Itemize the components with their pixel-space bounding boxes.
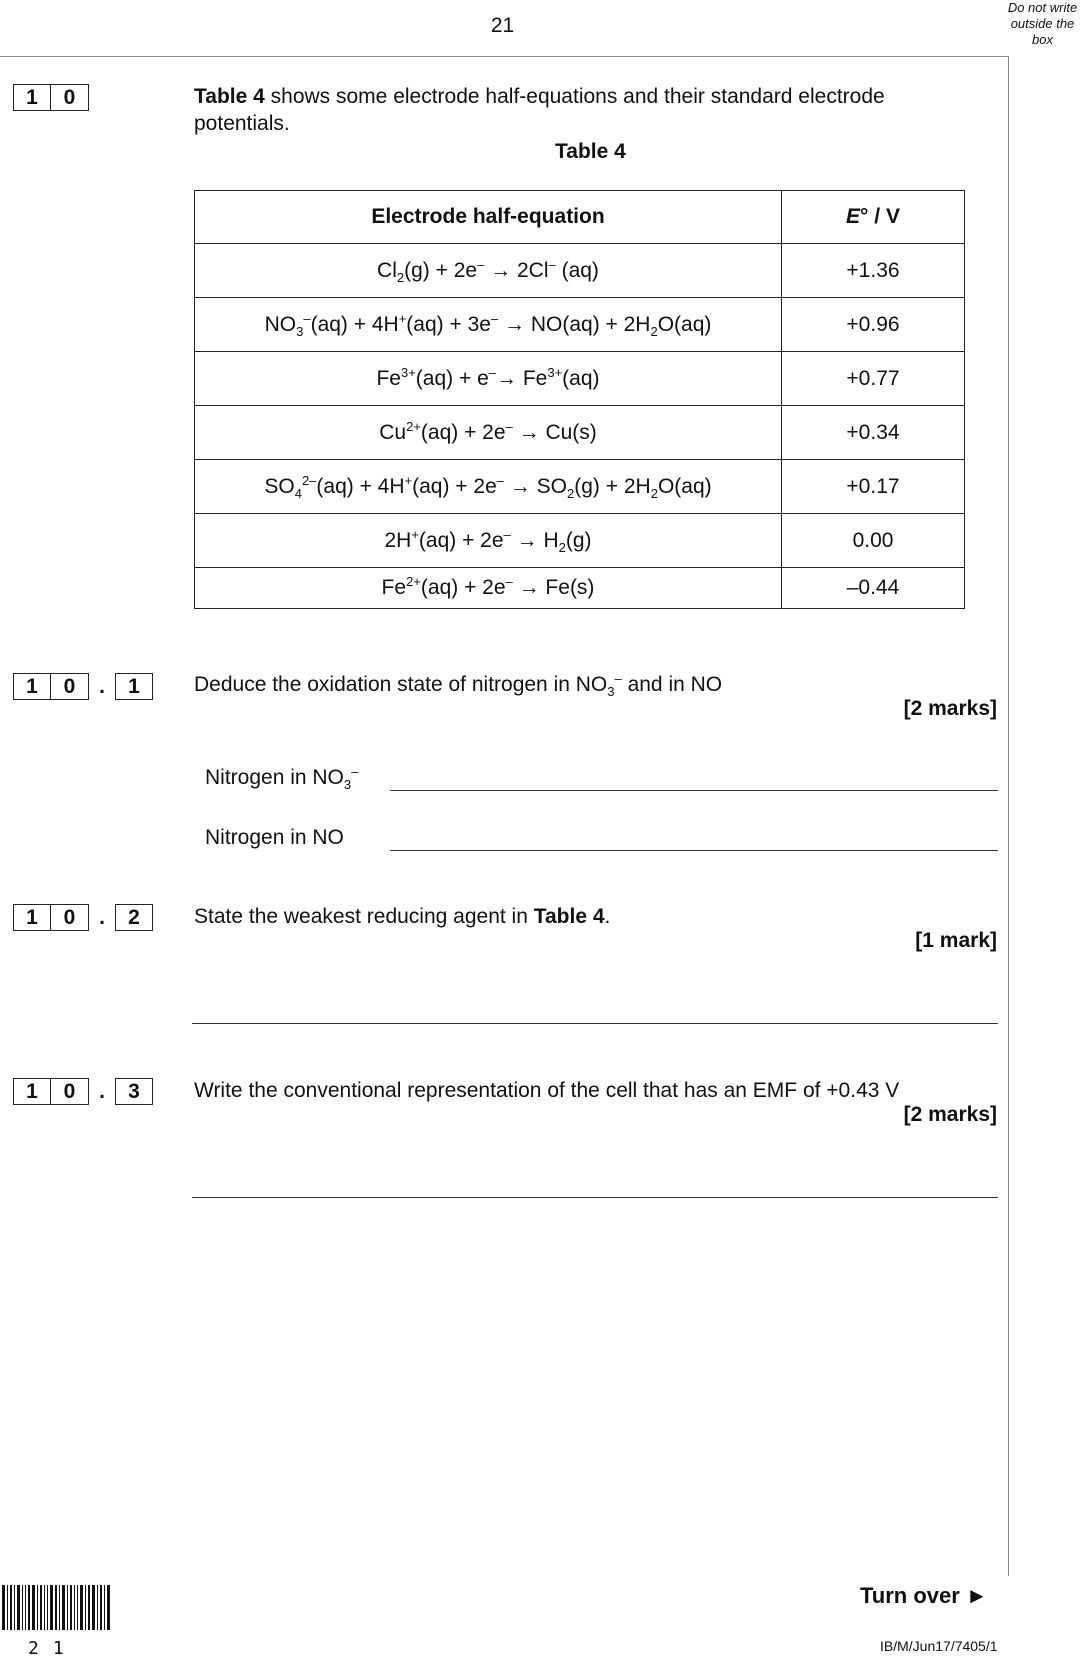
symbol-e: E xyxy=(846,205,861,228)
table-row xyxy=(195,460,965,514)
potential-value: +0.34 xyxy=(782,406,965,460)
question-number-10-1 xyxy=(13,673,153,700)
answer-line-no3[interactable] xyxy=(390,790,998,791)
table-caption: Table 4 xyxy=(555,140,626,163)
table-row xyxy=(195,568,965,609)
prompt-text: and in NO xyxy=(621,673,723,696)
intro-line2: potentials. xyxy=(194,112,290,135)
potential-value: +0.77 xyxy=(782,352,965,406)
prompt-text: State the weakest reducing agent in xyxy=(194,905,534,928)
answer-line-10-2[interactable] xyxy=(192,1023,998,1024)
margin-note-line: outside the xyxy=(1010,16,1075,31)
marks-10-3: [2 marks] xyxy=(903,1103,997,1126)
marks-10-1: [2 marks] xyxy=(903,697,997,720)
turn-over: Turn over ► xyxy=(860,1583,988,1608)
table-row xyxy=(195,298,965,352)
table-row xyxy=(195,352,965,406)
paper-reference: IB/M/Jun17/7405/1 xyxy=(880,1638,998,1654)
half-equation: $SO_4^{2-}(aq) + 4H^+(aq) + 2e^- \to SO_2(g) + 2H_2O(aq)$ xyxy=(195,460,782,514)
answer-label-no: Nitrogen in NO xyxy=(205,826,344,849)
prompt-text: . xyxy=(604,905,611,928)
question-digit: 0 xyxy=(51,1078,89,1105)
table-row xyxy=(195,244,965,298)
intro-bold: Table 4 xyxy=(194,85,265,108)
half-equation: $Cl_2(g) + 2e^- \to 2Cl^-$ (aq) xyxy=(195,244,782,298)
margin-note xyxy=(995,0,1081,48)
barcode xyxy=(2,1585,112,1630)
electrode-table xyxy=(194,190,965,609)
prompt-superscript: – xyxy=(614,671,622,686)
question-digit: 2 xyxy=(115,904,153,931)
question-10-3-prompt: Write the conventional representation of the cell that has an EMF of +0.43 V xyxy=(194,1079,900,1102)
question-digit: 0 xyxy=(51,84,89,111)
margin-note-line: Do not write xyxy=(1007,0,1078,15)
col-header-potential xyxy=(782,191,965,244)
barcode-text: 21 xyxy=(28,1638,78,1659)
question-digit: 1 xyxy=(13,1078,51,1105)
label-subscript: 3 xyxy=(343,777,352,793)
intro-rest: shows some electrode half-equations and their standard electrode xyxy=(264,85,885,108)
label-text: Nitrogen in NO xyxy=(205,766,344,789)
table-row xyxy=(195,514,965,568)
question-10-2-prompt xyxy=(194,903,610,930)
question-10-intro xyxy=(194,83,974,137)
prompt-bold: Table 4 xyxy=(533,905,605,928)
question-10-1-prompt xyxy=(194,671,722,698)
potential-value: +0.17 xyxy=(782,460,965,514)
col-header-equation: Electrode half-equation xyxy=(195,191,782,244)
label-superscript: – xyxy=(351,764,359,779)
half-equation: $Fe^{2+}(aq) + 2e^- \to Fe(s)$ xyxy=(195,568,782,609)
question-digit: 1 xyxy=(13,673,51,700)
margin-note-line: box xyxy=(1032,32,1053,47)
question-digit: 1 xyxy=(115,673,153,700)
question-digit: 0 xyxy=(51,904,89,931)
table-header-row xyxy=(195,191,965,244)
answer-line-no[interactable] xyxy=(390,850,998,851)
answer-label-no3 xyxy=(205,764,358,791)
half-equation: $Cu^{2+}(aq) + 2e^- \to Cu(s)$ xyxy=(195,406,782,460)
question-digit: 1 xyxy=(13,84,51,111)
question-digit: 3 xyxy=(115,1078,153,1105)
question-number-10-2 xyxy=(13,904,153,931)
potential-value: 0.00 xyxy=(782,514,965,568)
potential-value: –0.44 xyxy=(782,568,965,609)
prompt-text: Deduce the oxidation state of nitrogen in NO xyxy=(194,673,608,696)
question-dot: . xyxy=(99,905,105,929)
half-equation: $NO_3^-(aq) + 4H^+(aq) + 3e^- \to NO(aq) + 2H_2O(aq)$ xyxy=(195,298,782,352)
half-equation: $2H^+(aq) + 2e^- \to H_2(g)$ xyxy=(195,514,782,568)
question-number-10-3 xyxy=(13,1078,153,1105)
marks-10-2: [1 mark] xyxy=(915,929,997,952)
unit-label: ° / V xyxy=(860,205,900,228)
question-number-10 xyxy=(13,84,89,111)
question-dot: . xyxy=(99,1079,105,1103)
answer-line-10-3[interactable] xyxy=(192,1197,998,1198)
question-digit: 1 xyxy=(13,904,51,931)
potential-value: +0.96 xyxy=(782,298,965,352)
half-equation: $Fe^{3+}(aq) + e^-\to Fe^{3+}(aq)$ xyxy=(195,352,782,406)
question-dot: . xyxy=(99,674,105,698)
question-digit: 0 xyxy=(51,673,89,700)
table-row xyxy=(195,406,965,460)
page-number: 21 xyxy=(490,14,515,37)
potential-value: +1.36 xyxy=(782,244,965,298)
prompt-subscript: 3 xyxy=(607,684,615,700)
